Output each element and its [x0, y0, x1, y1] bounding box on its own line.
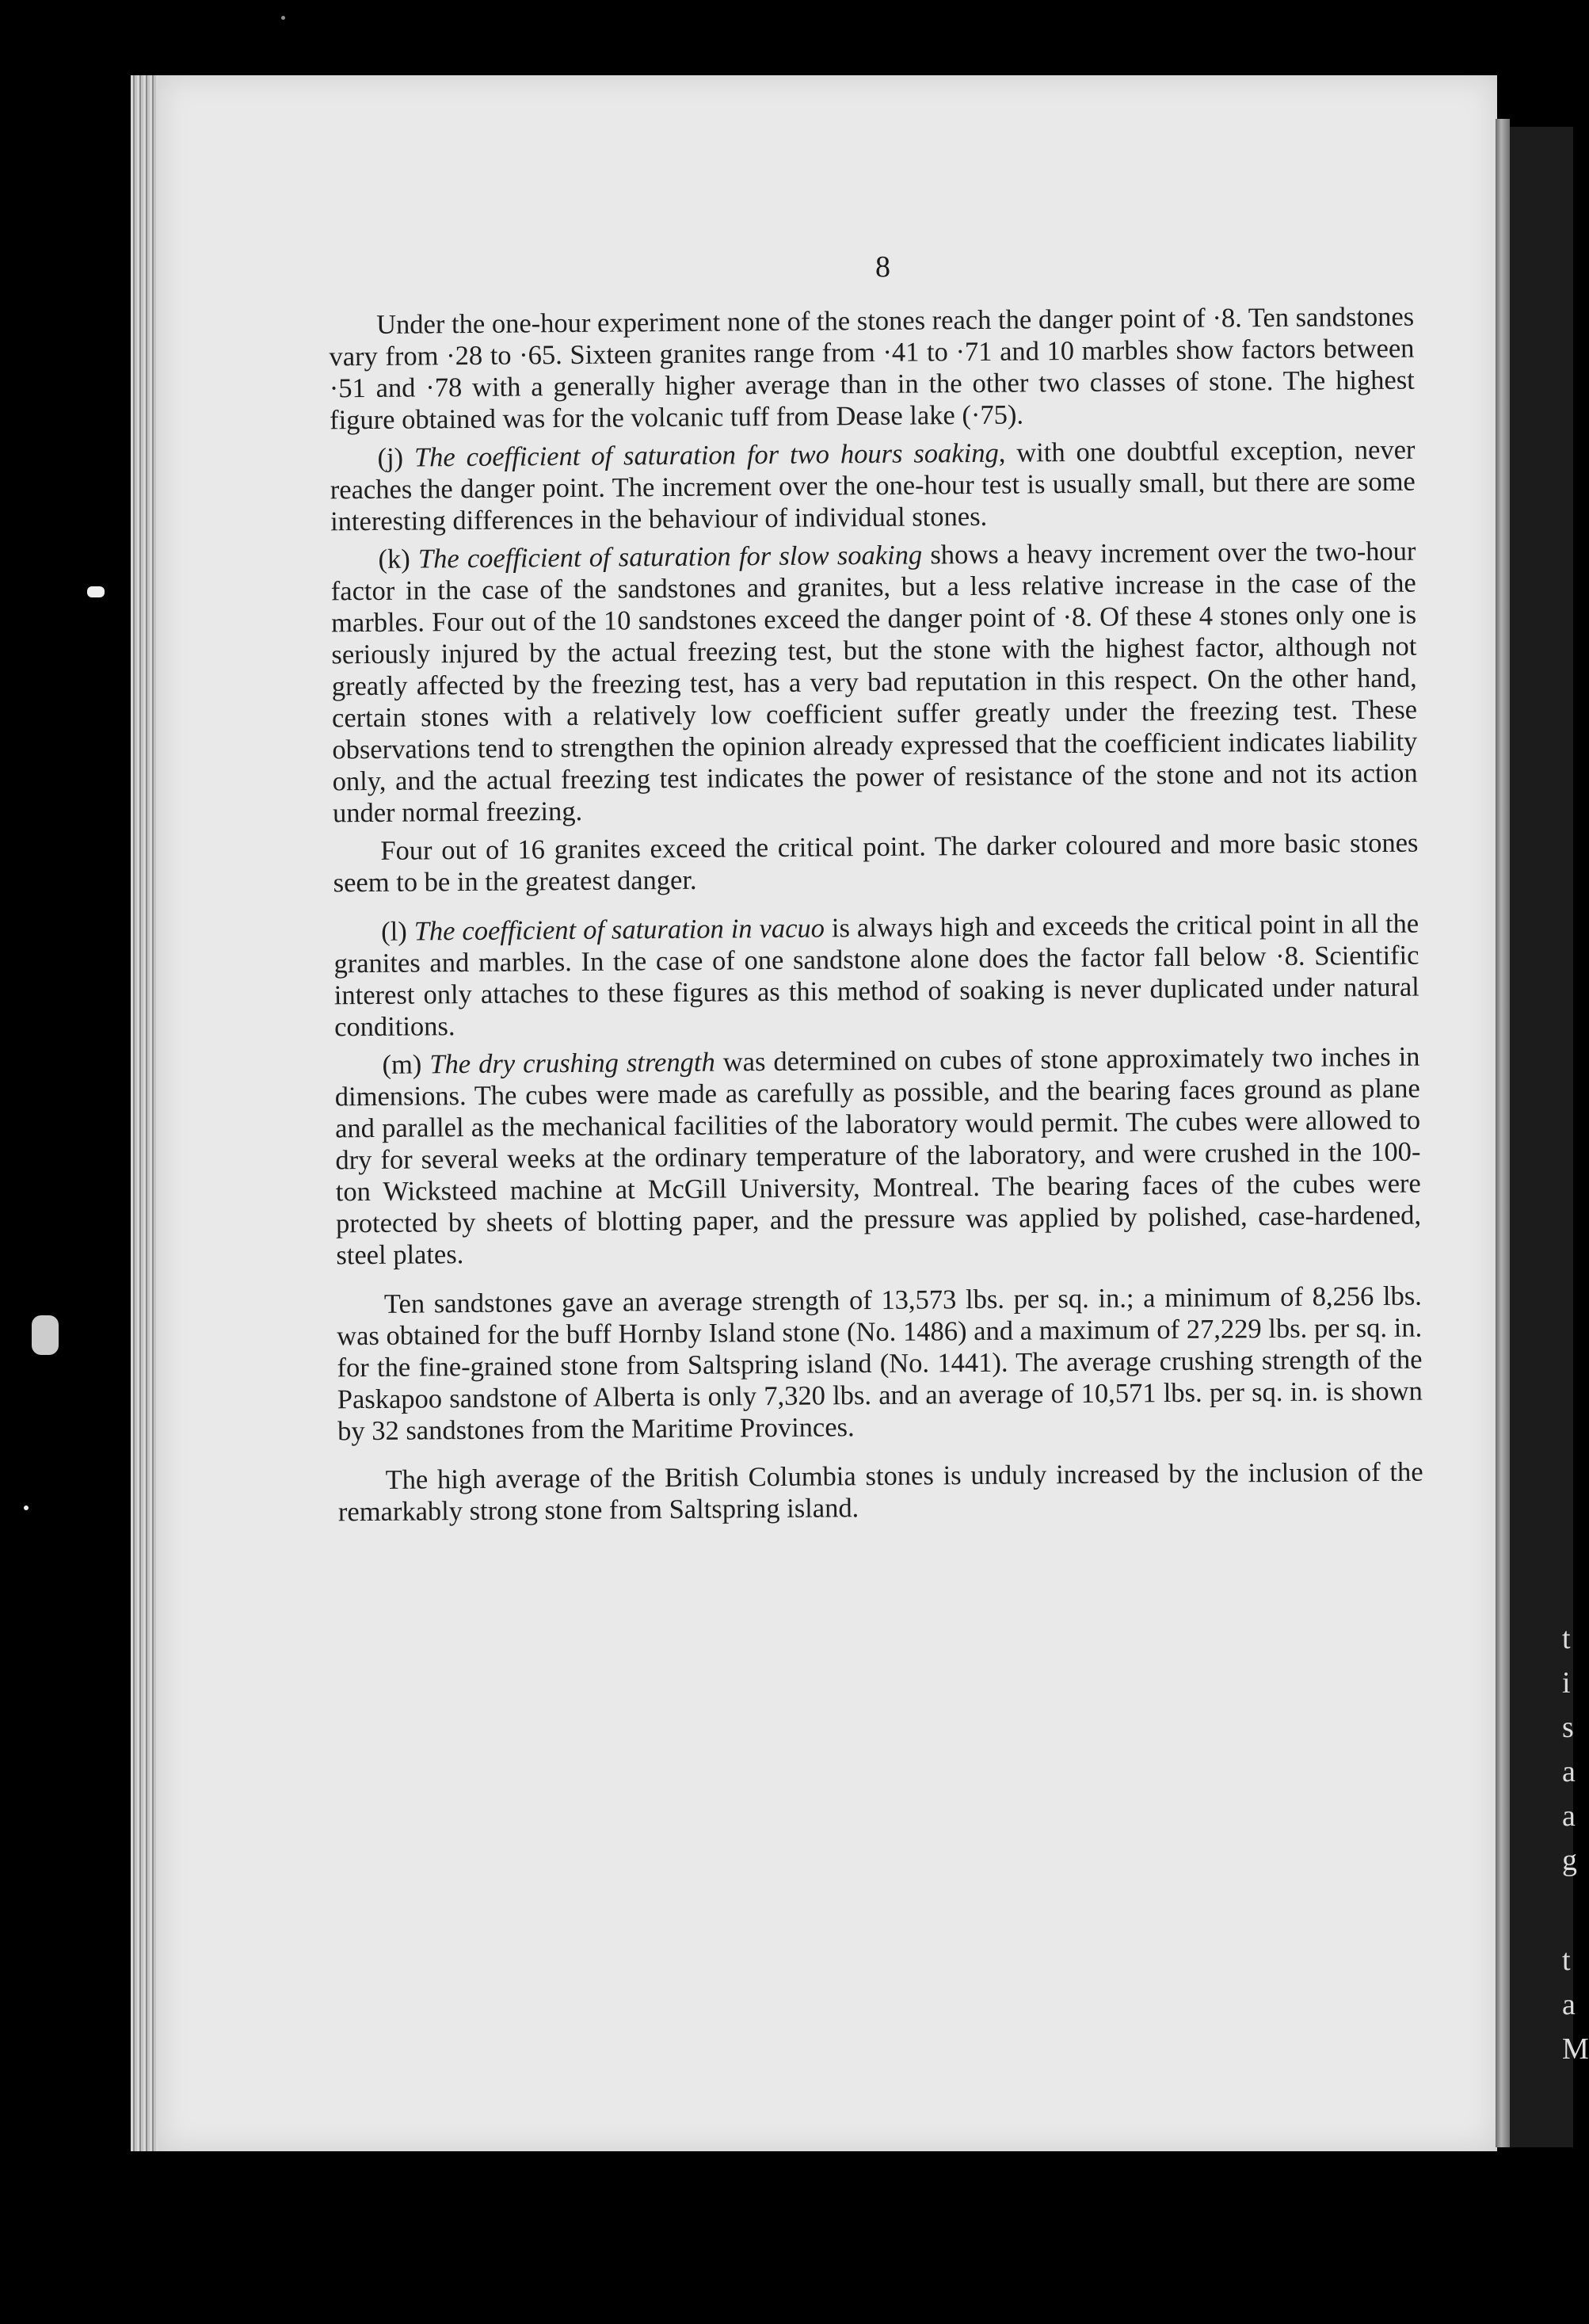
adjacent-char: s — [1562, 1711, 1574, 1744]
paragraph-text: , with one doubtful exception, never reaches the danger point. The increment over the one-hour test is usually small, but there are some interesting differences in the behaviour of individual stones. — [330, 434, 1416, 537]
paragraph-lead: (l) — [381, 916, 414, 947]
page-edge-right — [1496, 119, 1510, 2147]
adjacent-char: i — [1562, 1666, 1571, 1700]
adjacent-char: M — [1562, 2032, 1589, 2066]
paragraph-heading: The coefficient of saturation for two hours soaking — [413, 437, 999, 473]
paragraph-heading: The coefficient of saturation in vacuo — [413, 913, 825, 947]
film-speck — [87, 586, 105, 597]
adjacent-char: t — [1562, 1622, 1571, 1655]
adjacent-char: a — [1562, 1799, 1576, 1833]
film-speck — [32, 1315, 59, 1355]
paragraph-lead: (k) — [378, 544, 419, 574]
paragraph-heading: The coefficient of saturation for slow soaking — [417, 540, 923, 574]
paragraph-sandstones-strength: Ten sandstones gave an average strength of 13,573 lbs. per sq. in.; a minimum of 8,256 lbs. was obtained for the buff Hornby Island stone (No. 1486) and a maximum of 27,229 lbs. per sq. in. for the fine-grained stone from Saltspring island (No. 1441). The average crushing strength of the Paskapoo sandstone of Alberta is only 7,320 lbs. and an average of 10,571 lbs. per sq. in. is shown by 32 sandstones from the Maritime Provinces. — [337, 1280, 1423, 1447]
paragraph-text: is always high and exceeds the critical point in all the granites and marbles. In the case of one sandstone alone does the factor fall below ·8. Scientific interest only attaches to these figures as this method of soaking is never duplicated under natural conditions. — [333, 908, 1419, 1043]
paragraph-two-hours-soaking — [330, 434, 1416, 538]
adjacent-char: t — [1562, 1944, 1571, 1977]
paragraph-british-columbia: The high average of the British Columbia stones is unduly increased by the inclusion of the remarkably strong stone from Saltspring island. — [337, 1456, 1423, 1528]
adjacent-char: a — [1562, 1755, 1576, 1788]
paragraph-lead: (m) — [382, 1049, 430, 1080]
film-speck — [24, 1505, 29, 1510]
paragraph-lead: (j) — [377, 442, 415, 473]
adjacent-char: a — [1562, 1988, 1576, 2021]
body-text — [329, 301, 1423, 1535]
paragraph-heading: The dry crushing strength — [429, 1047, 715, 1080]
paragraph-slow-soaking — [330, 536, 1418, 830]
paragraph-in-vacuo — [333, 908, 1419, 1044]
film-speck — [281, 16, 285, 20]
paragraph-one-hour-experiment: Under the one-hour experiment none of the stones reach the danger point of ·8. Ten sandstones vary from ·28 to ·65. Sixteen granites range from ·41 to ·71 and 10 marbles show factors between ·51 and ·78 with a generally higher average than in the other two classes of stone. The highest figure obtained was for the volcanic tuff from Dease lake (·75). — [329, 301, 1415, 436]
page-edge-left — [131, 75, 162, 2151]
paragraph-dry-crushing-strength — [334, 1041, 1421, 1272]
adjacent-char: g — [1562, 1844, 1577, 1877]
paragraph-text: was determined on cubes of stone approximately two inches in dimensions. The cubes were made as carefully as possible, and the bearing faces ground as plane and parallel as the mechanical facilities of the laboratory would permit. The cubes were allowed to dry for several weeks at the ordinary temperature of the laboratory, and were crushed in the 100-ton Wicksteed machine at McGill University, Montreal. The bearing faces of the cubes were protected by sheets of blotting paper, and the pressure was applied by polished, case-hardened, steel plates. — [334, 1041, 1422, 1271]
page-number: 8 — [875, 250, 890, 284]
adjacent-page-text — [1562, 1616, 1589, 2071]
paragraph-text: shows a heavy increment over the two-hour factor in the case of the sandstones and granites, but a less relative increase in the case of the marbles. Four out of the 10 sandstones exceed the danger point of ·8. Of these 4 stones only one is seriously injured by the actual freezing test, but the stone with the highest factor, although not greatly affected by the freezing test, has a very bad reputation in this respect. On the other hand, certain stones with a relatively low coefficient suffer greatly under the freezing test. These observations tend to strengthen the opinion already expressed that the coefficient indicates liability only, and the actual freezing test indicates the power of resistance of the stone and not its action under normal freezing. — [330, 536, 1418, 829]
paragraph-granites: Four out of 16 granites exceed the critical point. The darker coloured and more basic stones seem to be in the greatest danger. — [333, 827, 1419, 899]
